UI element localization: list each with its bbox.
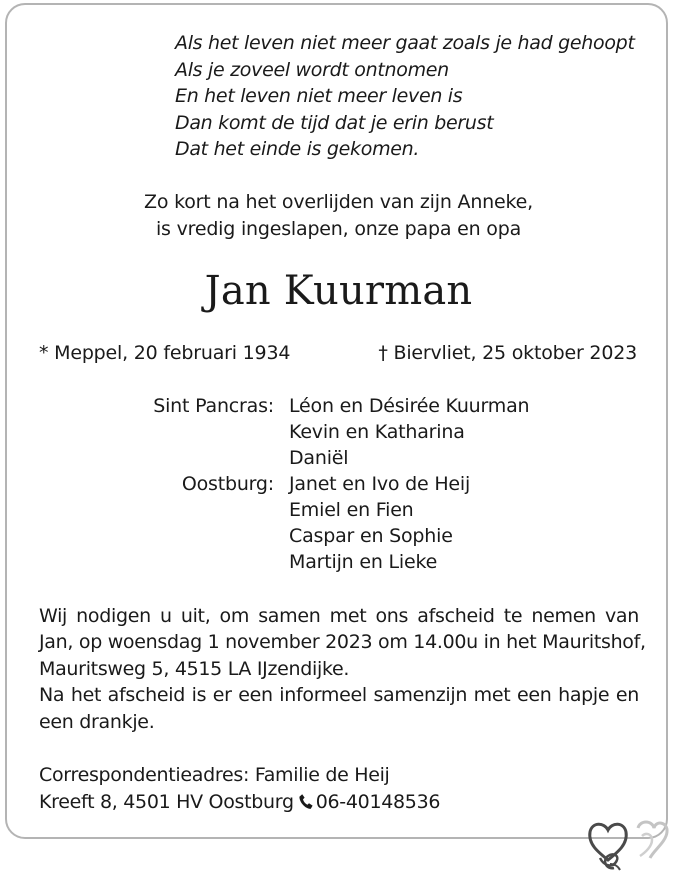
phone-icon xyxy=(298,793,314,811)
correspondence xyxy=(39,762,440,815)
death-info: † Biervliet, 25 oktober 2023 xyxy=(378,342,637,364)
intro-line: Zo kort na het overlijden van zijn Anneke, xyxy=(144,191,533,213)
correspondence-address: Kreeft 8, 4501 HV Oostburg xyxy=(39,790,294,813)
invitation-line: Jan, op woensdag 1 november 2023 om 14.00u in het Mauritshof, xyxy=(39,631,646,654)
hearts-logo-icon xyxy=(580,814,672,872)
correspondence-address-line xyxy=(39,789,440,816)
correspondence-line: Correspondentieadres: Familie de Heij xyxy=(39,764,390,786)
invitation-line: een drankje. xyxy=(39,710,155,733)
family-row xyxy=(0,393,677,419)
family-row xyxy=(0,419,677,445)
family-place: Oostburg: xyxy=(181,473,274,495)
family-list xyxy=(0,393,677,575)
deceased-name: Jan Kuurman xyxy=(204,268,473,314)
invitation-line: Wij nodigen u uit, om samen met ons afscheid te nemen van xyxy=(39,605,639,627)
poem-line: Als het leven niet meer gaat zoals je had gehoopt xyxy=(175,32,635,54)
family-row xyxy=(0,471,677,497)
phone-number: 06-40148536 xyxy=(315,790,441,813)
family-row xyxy=(0,445,677,471)
family-names: Caspar en Sophie xyxy=(289,525,453,547)
poem-line: Dan komt de tijd dat je erin berust xyxy=(175,111,494,134)
invitation-line: Na het afscheid is er een informeel samenzijn met een hapje en xyxy=(39,684,639,707)
invitation-text xyxy=(39,603,646,735)
family-row xyxy=(0,497,677,523)
family-names: Léon en Désirée Kuurman xyxy=(289,395,530,417)
family-place: Sint Pancras: xyxy=(153,395,274,417)
poem-line: Dat het einde is gekomen. xyxy=(175,138,420,160)
family-row xyxy=(0,523,677,549)
family-row xyxy=(0,549,677,575)
poem-line: En het leven niet meer leven is xyxy=(175,85,463,107)
intro-text xyxy=(0,189,677,243)
poem xyxy=(175,30,635,163)
intro-line: is vredig ingeslapen, onze papa en opa xyxy=(155,218,522,240)
family-names: Emiel en Fien xyxy=(289,499,414,521)
family-names: Janet en Ivo de Heij xyxy=(289,473,471,495)
family-names: Kevin en Katharina xyxy=(289,421,465,443)
poem-line: Als je zoveel wordt ontnomen xyxy=(175,58,449,81)
family-names: Martijn en Lieke xyxy=(289,551,438,573)
birth-info: * Meppel, 20 februari 1934 xyxy=(39,342,291,364)
invitation-line: Mauritsweg 5, 4515 LA IJzendijke. xyxy=(39,657,350,680)
family-names: Daniël xyxy=(289,447,349,469)
